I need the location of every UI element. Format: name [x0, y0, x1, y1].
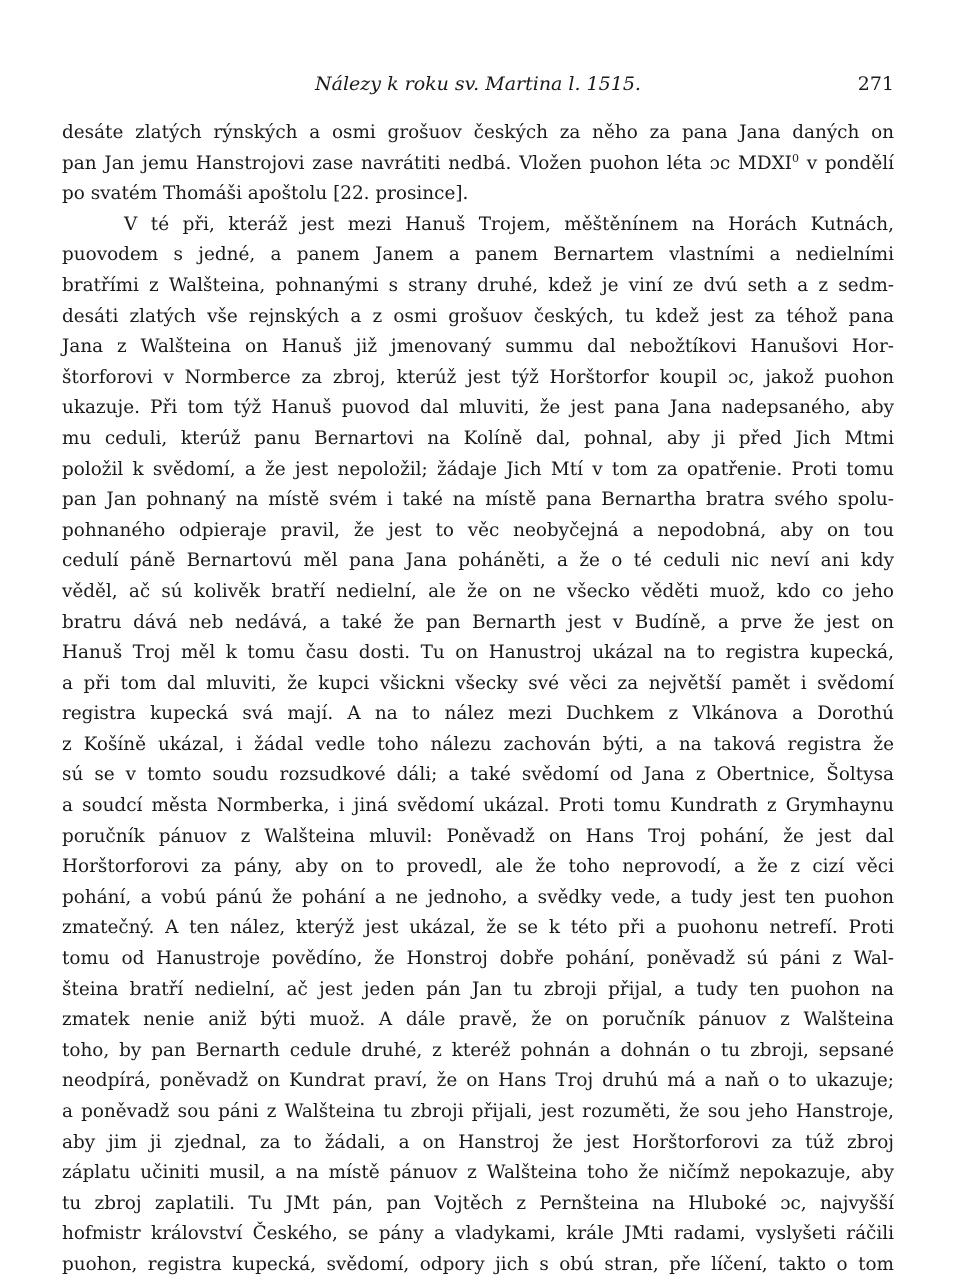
text-line: šteina bratří nedielní, ač jest jeden pán Jan tu zbroji přijal, a tudy ten puohon na — [62, 978, 894, 1000]
page-number: 271 — [857, 73, 894, 95]
text-line: zmatek nenie aniž býti muož. A dále pravě, že on poručník pánuov z Walšteina — [62, 1009, 894, 1031]
text-line: registra kupecká svá mají. A na to nález mezi Duchkem z Vlkánova a Dorothú — [62, 703, 894, 725]
text-line: ukazuje. Při tom týž Hanuš puovod dal mluviti, že jest pana Jana nadepsaného, aby — [62, 397, 894, 419]
text-line: zmatečný. A ten nález, kterýž jest ukázal, že se k této při a puohonu netrefí. Proti — [62, 917, 894, 939]
book-page — [62, 64, 894, 1281]
text-line: poručník pánuov z Walšteina mluvil: Poněvadž on Hans Troj pohání, že jest dal — [62, 825, 894, 847]
text-line: štorforovi v Normberce za zbroj, kterúž jest týž Horštorfor koupil ɔc, jakož puohon — [62, 366, 894, 388]
text-line: tomu od Hanustroje povědíno, že Honstroj dobře pohání, poněvadž sú páni z Wal- — [62, 948, 894, 970]
text-line: po svatém Thomáši apoštolu [22. prosince]. — [62, 183, 469, 205]
text-line: pohání, a vobú pánú že pohání a ne jednoho, a svědky vede, a tudy jest ten puohon — [62, 886, 894, 908]
text-line: toho, by pan Bernarth cedule druhé, z kteréž pohnán a dohnán o tu zbroji, sepsané — [62, 1039, 894, 1061]
text-line: puohon, registra kupecká, svědomí, odpory jich s obú stran, pře líčení, takto o tom — [62, 1253, 894, 1275]
text-line: a při tom dal mluviti, že kupci všickni všecky své věci za největší pamět i svědomí — [62, 672, 894, 694]
superscript: 0 — [791, 151, 799, 165]
body-text — [62, 118, 894, 1281]
text-line: neodpírá, poněvadž on Kundrat praví, že on Hans Troj druhú má a naň o to ukazuje; — [62, 1070, 894, 1092]
running-title: Nálezy k roku sv. Martina l. 1515. — [315, 73, 641, 95]
text-line: položil k svědomí, a že jest nepoložil; žádaje Jich Mtí v tom za opatřenie. Proti tomu — [62, 458, 894, 480]
text-line-segment: v pondělí — [798, 152, 894, 174]
text-line: V té při, kteráž jest mezi Hanuš Trojem, měštěnínem na Horách Kutnách, — [124, 213, 894, 235]
text-line: z Košíně ukázal, i žádal vedle toho nálezu zachován býti, a na taková registra že — [62, 733, 894, 755]
text-line: a soudcí města Normberka, i jiná svědomí ukázal. Proti tomu Kundrath z Grymhaynu — [62, 795, 894, 817]
paragraph-main — [62, 210, 894, 1281]
text-line: bratřími z Walšteina, pohnanými s strany druhé, kdež je viní ze dvú seth a z sedm- — [62, 274, 894, 296]
text-line: cedulí páně Bernartovú měl pana Jana poháněti, a že o té ceduli nic neví ani kdy — [62, 550, 894, 572]
text-line: věděl, ač sú kolivěk bratří nedielní, ale že on ne všecko věděti muož, kdo co jeho — [62, 580, 894, 602]
text-line: a poněvadž sou páni z Walšteina tu zbroji přijali, jest rozuměti, že sou jeho Hanstroje, — [62, 1101, 894, 1122]
text-line: Horštorforovi za pány, aby on to provedl, ale že toho neprovodí, a že z cizí věci — [62, 856, 894, 878]
text-line: mu ceduli, kterúž panu Bernartovi na Kolíně dal, pohnal, aby ji před Jich Mtmi — [62, 427, 894, 449]
text-line: hofmistr království Českého, se pány a vladykami, krále JMti radami, vyslyšeti ráčili — [62, 1223, 894, 1245]
text-line — [62, 149, 894, 180]
text-line: pohnaného odpieraje pravil, že jest to věc neobyčejná a nepodobná, aby on tou — [62, 519, 894, 541]
text-line: bratru dává neb nedává, a také že pan Bernarth jest v Budíně, a prve že jest on — [62, 611, 894, 633]
text-line-segment: pan Jan jemu Hanstrojovi zase navrátiti nedbá. Vložen puohon léta ɔc MDXI — [62, 152, 792, 174]
text-line: pan Jan pohnaný na místě svém i také na místě pana Bernartha bratra svého spolu- — [62, 489, 894, 511]
paragraph-continuation — [62, 118, 894, 210]
text-line: aby jim ji zjednal, za to žádali, a on Hanstroj že jest Horštorforovi za túž zbroj — [62, 1131, 894, 1153]
text-line: Jana z Walšteina on Hanuš již jmenovaný summu dal nebožtíkovi Hanušovi Hor- — [62, 336, 894, 358]
text-line: Hanuš Troj měl k tomu času dosti. Tu on Hanustroj ukázal na to registra kupecká, — [62, 642, 894, 664]
text-line: puovodem s jedné, a panem Janem a panem Bernartem vlastními a nedielními — [62, 244, 894, 266]
text-line: desáte zlatých rýnských a osmi grošuov českých za něho za pana Jana daných on — [62, 122, 894, 143]
text-line: sú se v tomto soudu rozsudkové dáli; a také svědomí od Jana z Obertnice, Šoltysa — [62, 764, 894, 786]
text-line: záplatu učiniti musil, a na místě pánuov z Walšteina toho že ničímž nepokazuje, aby — [62, 1162, 894, 1184]
running-header — [62, 64, 894, 104]
text-line: tu zbroj zaplatili. Tu JMt pán, pan Vojtěch z Pernšteina na Hluboké ɔc, najvyšší — [62, 1192, 894, 1214]
text-line: desáti zlatých vše rejnských a z osmi grošuov českých, tu kdež jest za téhož pana — [62, 305, 894, 327]
